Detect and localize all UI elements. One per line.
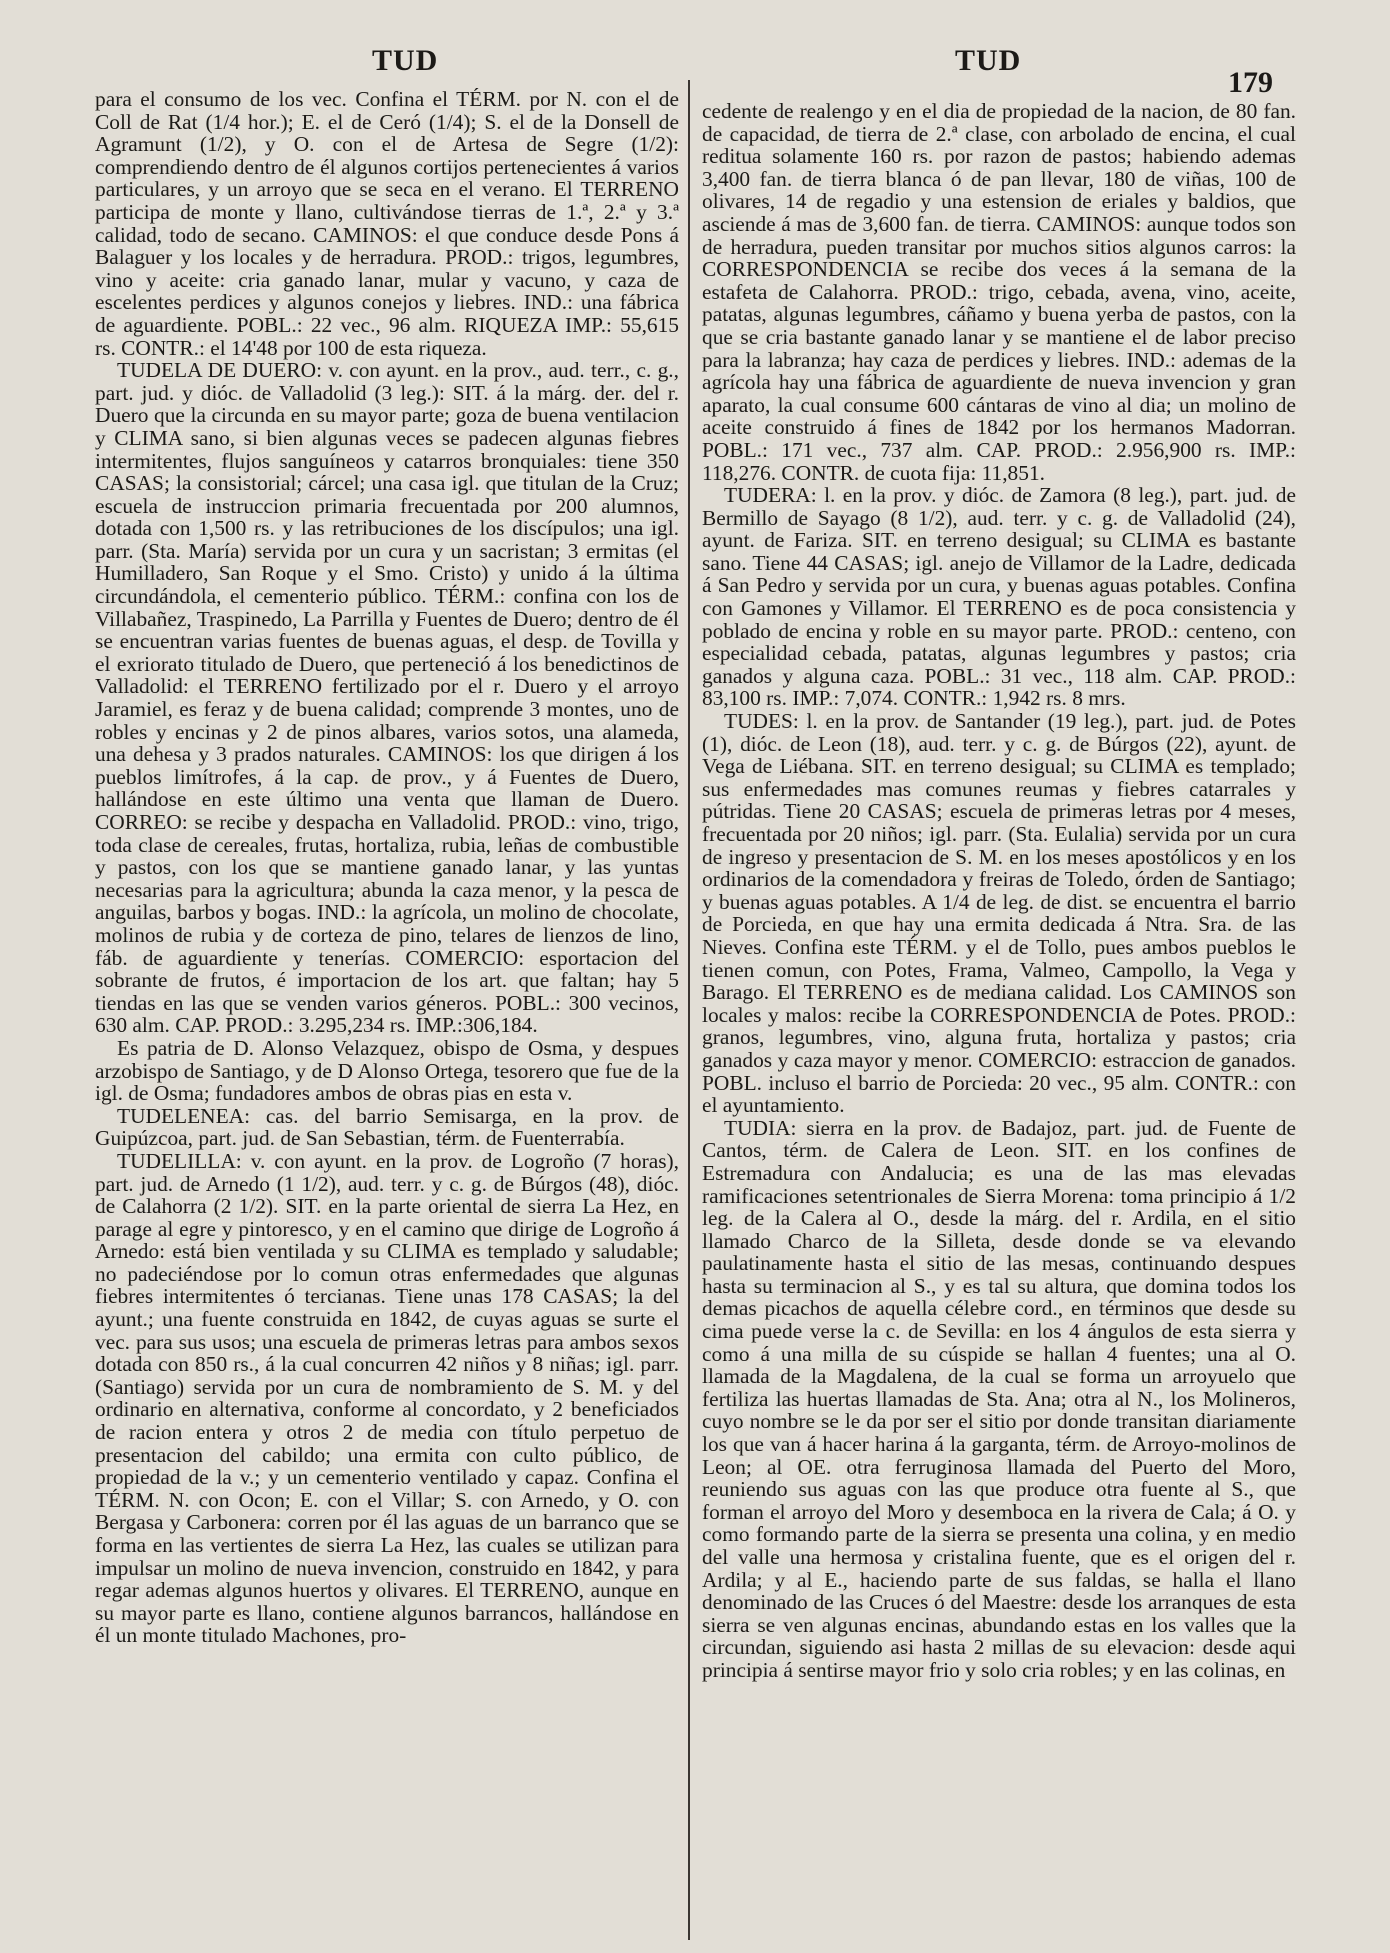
entry-tudela-de-duero: TUDELA DE DUERO: v. con ayunt. en la prov., aud. terr., c. g., part. jud. y dióc. de Valladolid (3 leg.): SIT. á la márg. der. del r. Duero que la circunda en su mayor parte; goza de buena ventilacion y CLIMA sano, si bien algunas veces se padecen algunas fiebres intermitentes, flujos sanguíneos y catarros bronquiales: tiene 350 CASAS; la consistorial; cárcel; una casa igl. que titulan de la Cruz; escuela de instruccion primaria frecuentada por 200 alumnos, dotada con 1,500 rs. y las retribuciones de los discípulos; una igl. parr. (Sta. María) servida por un cura y un sacristan; 3 ermitas (el Humilladero, San Roque y el Smo. Cristo) y unido á la última circundándola, el cementerio público. TÉRM.: confina con los de Villabañez, Traspinedo, La Parrilla y Fuentes de Duero; dentro de él se encuentran varias fuentes de buenas aguas, el desp. de Tovilla y el exriorato titulado de Duero, que perteneció á los benedictinos de Valladolid: el TERRENO fertilizado por el r. Duero y el arroyo Jaramiel, es feraz y de buena calidad; comprende 3 montes, uno de robles y encinas y 2 de pinos albares, varios sotos, una alameda, una dehesa y 3 prados naturales. CAMINOS: los que dirigen á los pueblos limítrofes, á la cap. de prov., y á Fuentes de Duero, hallándose en este último una venta que llaman de Duero. CORREO: se recibe y despacha en Valladolid. PROD.: vino, trigo, toda clase de cereales, frutas, hortaliza, rubia, leñas de combustible y pastos, con los que se mantiene ganado lanar, y las yuntas necesarias para la agricultura; abunda la caza menor, y la pesca de anguilas, barbos y bogas. IND.: la agrícola, un molino de chocolate, molinos de rubia y de corteza de pino, telares de lienzos de lino, fáb. de aguardiente y tenerías. COMERCIO: esportacion del sobrante de frutos, é importacion de los art. que faltan; hay 5 tiendas en las que se venden varios géneros. POBL.: 300 vecinos, 630 alm. CAP. PROD.: 3.295,234 rs. IMP.:306,184. — [95, 358, 679, 1038]
left-running-head: TUD — [372, 44, 439, 77]
entry-tudes: TUDES: l. en la prov. de Santander (19 leg.), part. jud. de Potes (1), dióc. de Leon (18), aud. terr. y c. g. de Búrgos (22), ayunt. de Vega de Liébana. SIT. en terreno desigual; su CLIMA es templado; sus enfermedades mas comunes reumas y fiebres catarrales y pútridas. Tiene 20 CASAS; escuela de primeras letras por 4 meses, frecuentada por 20 niños; igl. parr. (Sta. Eulalia) servida por un cura de ingreso y presentacion de S. M. en los meses apostólicos y en los ordinarios de la comendadora y freiras de Toledo, órden de Santiago; y buenas aguas potables. A 1/4 de leg. de dist. se encuentra el barrio de Porcieda, en que hay una ermita dedicada á Ntra. Sra. de las Nieves. Confina este TÉRM. y el de Tollo, pues ambos pueblos le tienen comun, con Potes, Frama, Valmeo, Campollo, la Vega y Barago. El TERRENO es de mediana calidad. Los CAMINOS son locales y malos: recibe la CORRESPONDENCIA de Potes. PROD.: granos, legumbres, vino, alguna fruta, hortaliza y pastos; cria ganados y caza mayor y menor. COMERCIO: estraccion de ganados. POBL. incluso el barrio de Porcieda: 20 vec., 95 alm. CONTR.: con el ayuntamiento. — [702, 709, 1296, 1118]
entry-tudelilla: TUDELILLA: v. con ayunt. en la prov. de Logroño (7 horas), part. jud. de Arnedo (1 1/2), aud. terr. y c. g. de Búrgos (48), dióc. de Calahorra (2 1/2). SIT. en la parte oriental de sierra La Hez, en parage al egre y pintoresco, y en el camino que dirige de Logroño á Arnedo: está bien ventilada y su CLIMA es templado y saludable; no padeciéndose por lo comun otras enfermedades que algunas fiebres intermitentes ó tercianas. Tiene unas 178 CASAS; la del ayunt.; una fuente construida en 1842, de cuyas aguas se surte el vec. para sus usos; una escuela de primeras letras para ambos sexos dotada con 850 rs., á la cual concurren 42 niños y 8 niñas; igl. parr. (Santiago) servida por un cura de nombramiento de S. M. y del ordinario en alternativa, conforme al concordato, y 2 beneficiados de racion entera y otros 2 de media con título perpetuo de presentacion del cabildo; una ermita con culto público, de propiedad de la v.; y un cementerio ventilado y capaz. Confina el TÉRM. N. con Ocon; E. con el Villar; S. con Arnedo, y O. con Bergasa y Carbonera: corren por él las aguas de un barranco que se forma en las vertientes de sierra La Hez, las cuales se utilizan para impulsar un molino de nueva invencion, construido en 1842, y para regar ademas algunos huertos y olivares. El TERRENO, aunque en su mayor parte es llano, contiene algunos barrancos, hallándose en él un monte titulado Machones, pro- — [95, 1148, 679, 1648]
right-running-head: TUD — [955, 44, 1022, 77]
left-column — [95, 88, 679, 1923]
entry-tudera: TUDERA: l. en la prov. y dióc. de Zamora (8 leg.), part. jud. de Bermillo de Sayago (8 1/2), aud. terr. y c. g. de Valladolid (24), ayunt. de Fariza. SIT. en terreno desigual; su CLIMA es bastante sano. Tiene 44 CASAS; igl. anejo de Villamor de la Ladre, dedicada á San Pedro y servida por un cura, y buenas aguas potables. Confina con Gamones y Villamor. El TERRENO es de poca consistencia y poblado de encina y roble en su mayor parte. PROD.: centeno, con especialidad cebada, patatas, algunas legumbres y pastos; cria ganados y alguna caza. POBL.: 31 vec., 118 alm. CAP. PROD.: 83,100 rs. IMP.: 7,074. CONTR.: 1,942 rs. 8 mrs. — [702, 483, 1296, 711]
right-column — [702, 100, 1296, 1935]
page-number: 179 — [1228, 66, 1273, 99]
entry-continuation: para el consumo de los vec. Confina el TÉRM. por N. con el de Coll de Rat (1/4 hor.); E. el de Ceró (1/4); S. el de la Donsell de Agramunt (1/2), y O. con el de Artesa de Segre (1/2): comprendiendo dentro de él algunos cortijos pertenecientes á varios particulares, y un arroyo que se seca en el verano. El TERRENO participa de monte y llano, cultivándose tierras de 1.ª, 2.ª y 3.ª calidad, todo de secano. CAMINOS: el que conduce desde Pons á Balaguer y los locales y de herradura. PROD.: trigos, legumbres, vino y aceite: cria ganado lanar, mular y vacuno, y caza de escelentes perdices y algunos conejos y liebres. IND.: una fábrica de aguardiente. POBL.: 22 vec., 96 alm. RIQUEZA IMP.: 55,615 rs. CONTR.: el 14'48 por 100 de esta riqueza. — [95, 88, 679, 360]
entry-tudela-note: Es patria de D. Alonso Velazquez, obispo de Osma, y despues arzobispo de Santiago, y de D Alonso Ortega, tesorero que fue de la igl. de Osma; fundadores ambos de obras pias en esta v. — [95, 1035, 679, 1106]
entry-tudia: TUDIA: sierra en la prov. de Badajoz, part. jud. de Fuente de Cantos, térm. de Calera de Leon. SIT. en los confines de Estremadura con Andalucia; es una de las mas elevadas ramificaciones setentrionales de Sierra Morena: toma principio á 1/2 leg. de la Calera al O., desde la márg. del r. Ardila, en el sitio llamado Charco de la Silleta, desde donde se va elevando paulatinamente hasta el sitio de las mesas, continuando despues hasta su terminacion al S., y es tal su altura, que domina todos los demas picachos de aquella célebre cord., en términos que desde su cima puede verse la c. de Sevilla: en los 4 ángulos de esta sierra y como á una milla de su cúspide se hallan 4 fuentes; una al O. llamada de la Magdalena, de la cual se forma un arroyuelo que fertiliza las huertas llamadas de Sta. Ana; otra al N., los Molineros, cuyo nombre se le da por ser el sitio por donde transitan diariamente los que van á hacer harina á la garganta, térm. de Arroyo-molinos de Leon; al OE. otra ferruginosa llamada del Puerto del Moro, reuniendo sus aguas con las que produce otra fuente al S., que forman el arroyo del Moro y desemboca en la rivera de Cala; á O. y como formando parte de la sierra se presenta una colina, y en medio del valle una hermosa y cristalina fuente, que es el origen del r. Ardila; y al E., haciendo parte de sus faldas, se halla el llano denominado de las Cruces ó del Maestre: desde los arranques de esta sierra se ven algunas encinas, abundando estas en los valles que la circundan, siguiendo asi hasta 2 millas de su elevacion: desde aqui principia á sentirse mayor frio y solo cria robles; y en las colinas, en — [702, 1115, 1296, 1682]
column-divider — [688, 80, 690, 1940]
entry-tudelenea: TUDELENEA: cas. del barrio Semisarga, en la prov. de Guipúzcoa, part. jud. de San Sebastian, térm. de Fuenterrabía. — [95, 1103, 679, 1151]
entry-continuation-right: cedente de realengo y en el dia de propiedad de la nacion, de 80 fan. de capacidad, de tierra de 2.ª clase, con arbolado de encina, el cual reditua solamente 160 rs. por razon de pastos; habiendo ademas 3,400 fan. de tierra blanca ó de pan llevar, 180 de viñas, 100 de olivares, 14 de regadio y una estension de eriales y baldios, que asciende á mas de 3,600 fan. de tierra. CAMINOS: aunque todos son de herradura, pueden transitar por muchos sitios algunos carros: la CORRESPONDENCIA se recibe dos veces á la semana de la estafeta de Calahorra. PROD.: trigo, cebada, avena, vino, aceite, patatas, algunas legumbres, cáñamo y buena yerba de pastos, con la que se cria bastante ganado lanar y se mantiene el de labor preciso para la labranza; hay caza de perdices y liebres. IND.: ademas de la agrícola hay una fábrica de aguardiente de nueva invencion y gran aparato, la cual consume 600 cántaras de vino al dia; un molino de aceite construido á fines de 1842 por los hermanos Madorran. POBL.: 171 vec., 737 alm. CAP. PROD.: 2.956,900 rs. IMP.: 118,276. CONTR. de cuota fija: 11,851. — [702, 100, 1296, 485]
